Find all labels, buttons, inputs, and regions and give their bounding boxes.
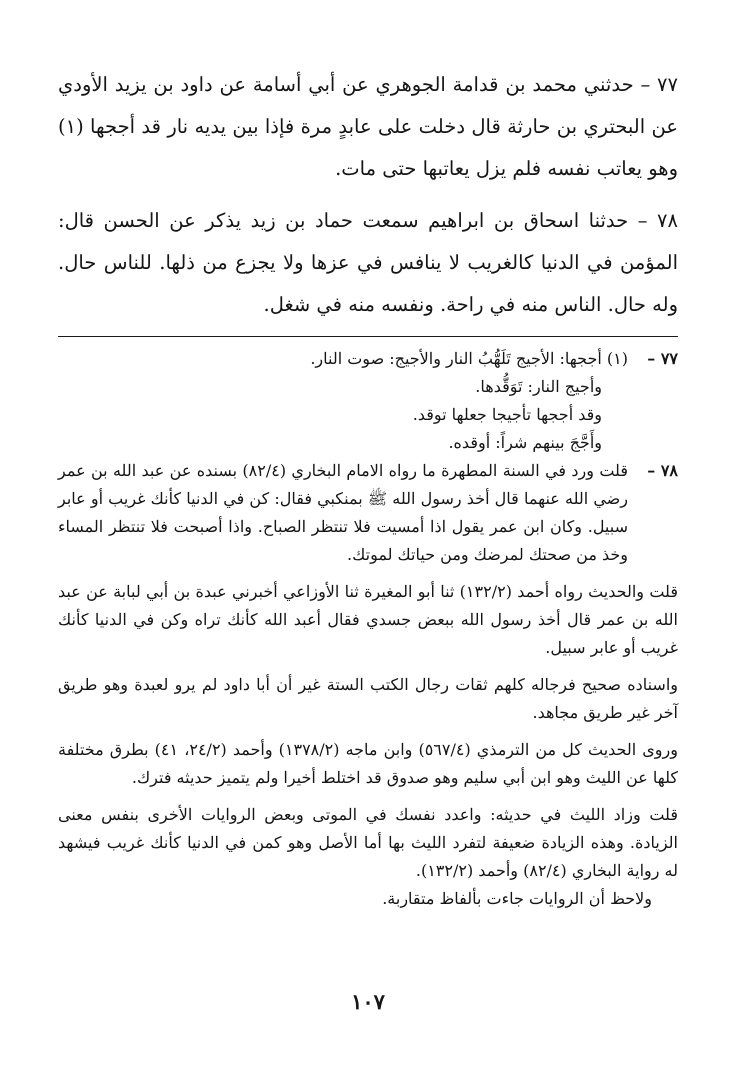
footnote-line: (١) أججها: الأجيج تَلَهُّبُ النار والأجيج: صوت النار. [310,349,628,368]
book-page [58,64,678,1044]
footnote-78 [58,457,678,569]
footnote-body [58,345,628,457]
footnote-paragraph: ولاحظ أن الروايات جاءت بألفاظ متقاربة. [382,889,652,908]
footnote-number: ٧٨ – [647,461,678,480]
footnote-number: ٧٧ – [647,349,678,368]
narration-77: ٧٧ – حدثني محمد بن قدامة الجوهري عن أبي أسامة عن داود بن يزيد الأودي عن البحتري بن حارثة قال دخلت على عابدٍ مرة فإذا بين يديه نار قد أججها (١) وهو يعاتب نفسه فلم يزل يعاتبها حتى مات. [58,73,678,180]
footnote-line: وأَجَّجَ بينهم شراً: أوقده. [448,433,602,452]
main-text [58,64,678,326]
footnote-divider [58,336,678,337]
footnotes [58,345,678,913]
page-number: ١٠٧ [351,989,385,1014]
narration-78: ٧٨ – حدثنا اسحاق بن ابراهيم سمعت حماد بن زيد يذكر عن الحسن قال: المؤمن في الدنيا كالغريب لا ينافس في عزها ولا يجزع من ذلها. للناس حال. وله حال. الناس منه في راحة. ونفسه منه في شغل. [58,209,678,316]
footnote-line: وأجيج النار: تَوَقُّدها. [475,377,602,396]
footnote-continuation [58,578,678,913]
footnote-line: وقد أججها تأجيجا جعلها توقد. [412,405,602,424]
footnote-paragraph: وروى الحديث كل من الترمذي (٥٦٧/٤) وابن ماجه (١٣٧٨/٢) وأحمد (٢٤/٢، ٤١) بطرق مختلفة كلها عن الليث وهو ابن أبي سليم وهو صدوق قد اختلط أخيرا ولم يتميز حديثه فترك. [58,740,678,787]
footnote-paragraph: واسناده صحيح فرجاله كلهم ثقات رجال الكتب الستة غير أن أبا داود لم يرو لعبدة وهو طريق آخر غير طريق مجاهد. [58,675,678,722]
footnote-paragraph: قلت ورد في السنة المطهرة ما رواه الامام البخاري (٨٢/٤) بسنده عن عبد الله بن عمر رضي الله عنهما قال أخذ رسول الله ﷺ بمنكبي فقال: كن في الدنيا كأنك غريب أو عابر سبيل. وكان ابن عمر يقول اذا أمسيت فلا تنتظر الصباح. واذا أصبحت فلا تنتظر المساء وخذ من صحتك لمرضك ومن حياتك لموتك. [58,461,629,564]
footnote-paragraph: قلت والحديث رواه أحمد (١٣٢/٢) ثنا أبو المغيرة ثنا الأوزاعي أخبرني عبدة بن أبي لبابة عن عبد الله بن عمر قال أخذ رسول الله ببعض جسدي فقال أعبد الله كأنك تراه وكن في الدنيا كأنك غريب أو عابر سبيل. [58,582,678,657]
footnote-paragraph: قلت وزاد الليث في حديثه: واعدد نفسك في الموتى وبعض الروايات الأخرى بنفس معنى الزيادة. وهذه الزيادة ضعيفة لتفرد الليث بها أما الأصل وهو كمن في الدنيا كأنك غريب فيشهد له رواية البخاري (٨٢/٤) وأحمد (١٣٢/٢). [58,805,679,880]
footnote-77 [58,345,678,457]
footnote-body [58,457,628,569]
